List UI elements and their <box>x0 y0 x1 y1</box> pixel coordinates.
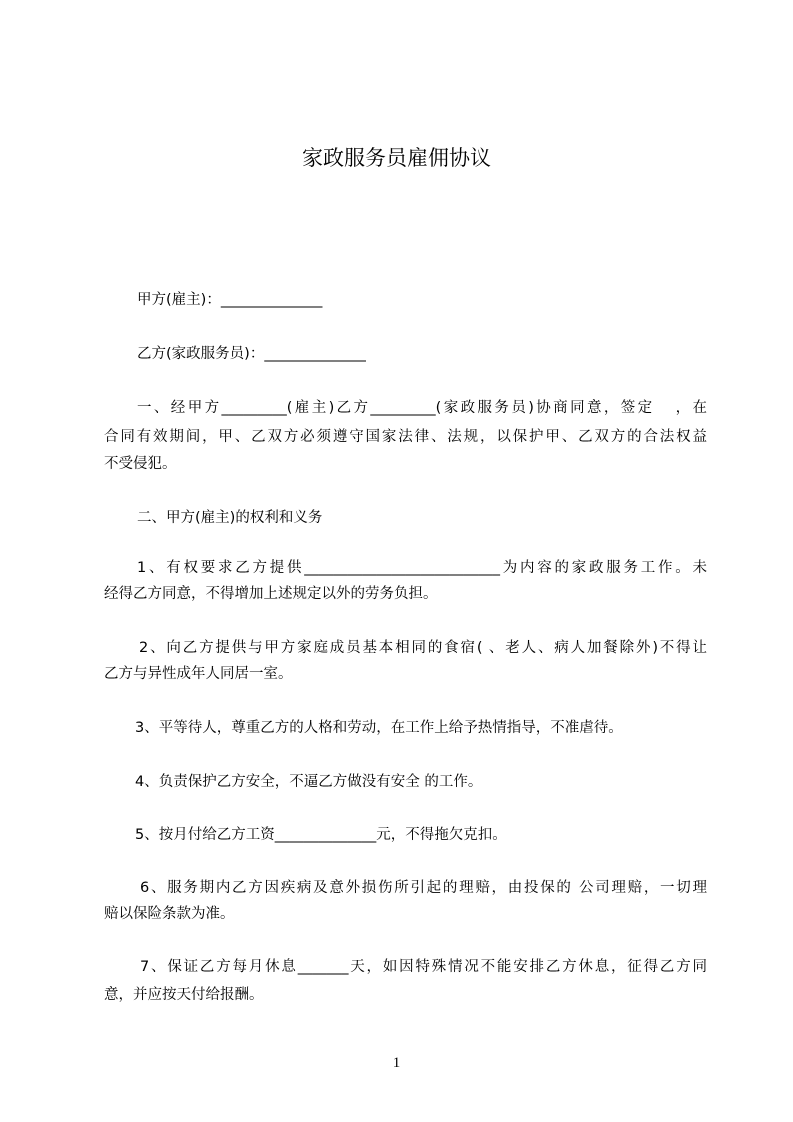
item6-line1: 6、服务期内乙方因疾病及意外损伤所引起的理赔，由投保的 公司理赔，一切理 <box>140 880 707 896</box>
section1-line1: 一、经甲方_________(雇主)乙方_________(家政服务员)协商同意，签定 ，在 <box>137 400 707 416</box>
item6-line2: 赔以保险条款为准。 <box>104 906 235 922</box>
party-b-line: 乙方(家政服务员)：______________ <box>137 346 366 362</box>
party-a-line: 甲方(雇主)：______________ <box>137 292 323 308</box>
section1-line3: 不受侵犯。 <box>104 456 177 472</box>
item1-line2: 经得乙方同意，不得增加上述规定以外的劳务负担。 <box>104 586 438 602</box>
item7-line2: 意，并应按天付给报酬。 <box>104 987 264 1003</box>
document-title: 家政服务员雇佣协议 <box>302 146 491 170</box>
item2-line2: 乙方与异性成年人同居一室。 <box>104 666 293 682</box>
item1-line1: 1、有权要求乙方提供___________________________为内容的家政服务工作。未 <box>137 560 707 576</box>
item3-line1: 3、平等待人，尊重乙方的人格和劳动，在工作上给予热情指导，不准虐待。 <box>135 720 623 736</box>
item5-line1: 5、按月付给乙方工资______________元，不得拖欠克扣。 <box>135 827 507 843</box>
item4-line1: 4、负责保护乙方安全，不逼乙方做没有安全 的工作。 <box>135 774 483 790</box>
section2-heading: 二、甲方(雇主)的权利和义务 <box>137 510 323 526</box>
page-number: 1 <box>392 1055 401 1071</box>
item7-line1: 7、保证乙方每月休息_______天，如因特殊情况不能安排乙方休息，征得乙方同 <box>140 959 707 975</box>
section1-line2: 合同有效期间，甲、乙双方必须遵守国家法律、法规，以保护甲、乙双方的合法权益 <box>104 429 707 445</box>
item2-line1: 2、向乙方提供与甲方家庭成员基本相同的食宿( 、老人、病人加餐除外)不得让 <box>139 640 707 656</box>
